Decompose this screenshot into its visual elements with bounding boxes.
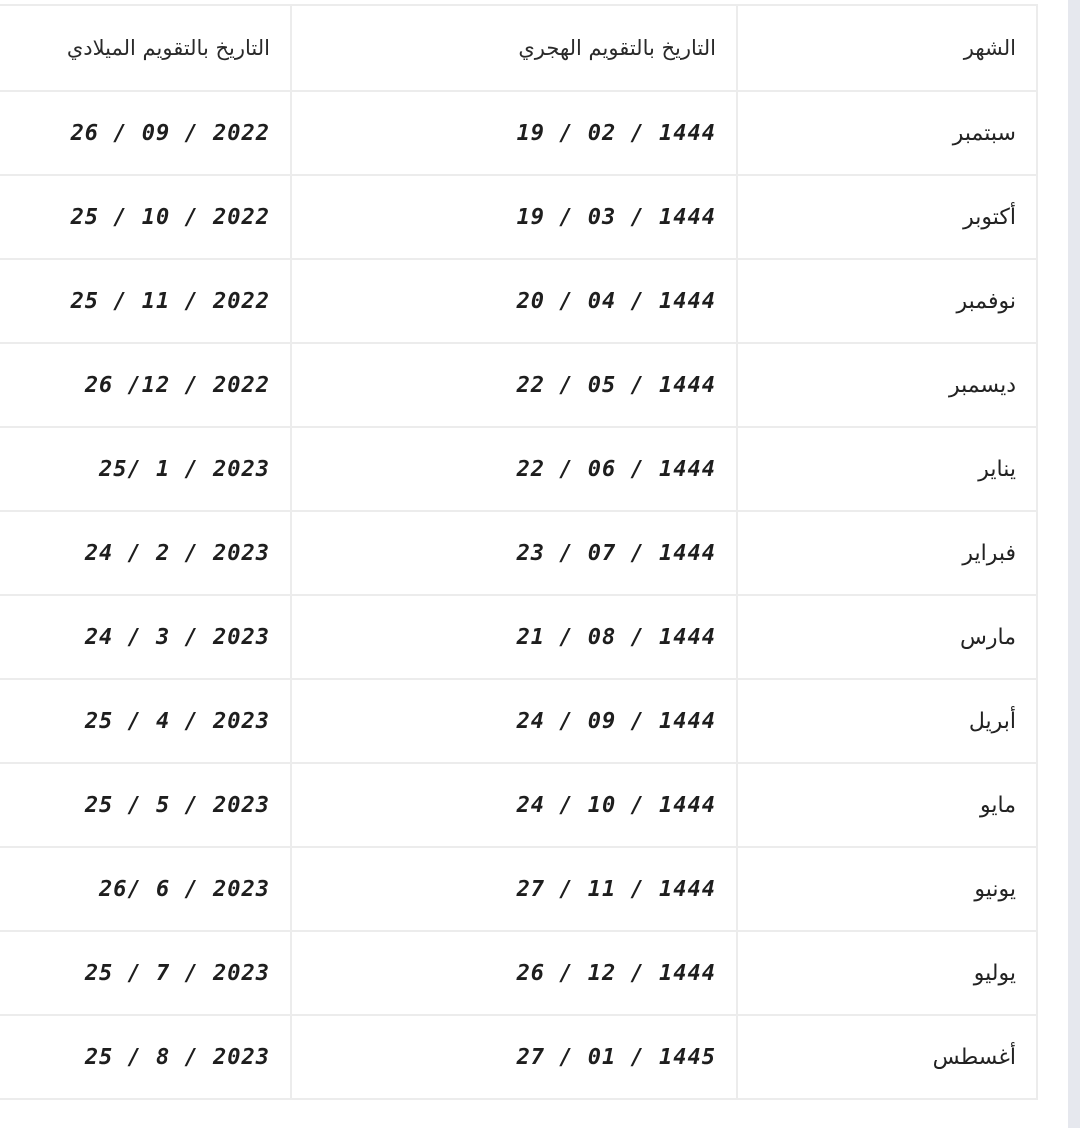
- month-cell: سبتمبر: [737, 91, 1037, 175]
- gregorian-date-cell: 26/ 6 / 2023: [0, 847, 291, 931]
- hijri-date-cell: 21 / 08 / 1444: [291, 595, 737, 679]
- scrollbar-track[interactable]: [1068, 0, 1080, 1128]
- table-row: [0, 847, 1037, 931]
- hijri-date-cell: 19 / 02 / 1444: [291, 91, 737, 175]
- table-row: [0, 595, 1037, 679]
- header-month: الشهر: [737, 5, 1037, 91]
- table-row: [0, 343, 1037, 427]
- month-cell: يوليو: [737, 931, 1037, 1015]
- table-row: [0, 175, 1037, 259]
- gregorian-date-cell: 25 / 7 / 2023: [0, 931, 291, 1015]
- hijri-date-cell: 24 / 09 / 1444: [291, 679, 737, 763]
- header-gregorian-date: التاريخ بالتقويم الميلادي: [0, 5, 291, 91]
- gregorian-date-cell: 25 / 8 / 2023: [0, 1015, 291, 1099]
- month-cell: أكتوبر: [737, 175, 1037, 259]
- header-hijri-date: التاريخ بالتقويم الهجري: [291, 5, 737, 91]
- hijri-date-cell: 27 / 11 / 1444: [291, 847, 737, 931]
- table-row: [0, 931, 1037, 1015]
- month-cell: أغسطس: [737, 1015, 1037, 1099]
- gregorian-date-cell: 24 / 3 / 2023: [0, 595, 291, 679]
- hijri-date-cell: 22 / 06 / 1444: [291, 427, 737, 511]
- month-cell: مايو: [737, 763, 1037, 847]
- table-row: [0, 259, 1037, 343]
- gregorian-date-cell: 26 /12 / 2022: [0, 343, 291, 427]
- month-cell: فبراير: [737, 511, 1037, 595]
- month-cell: يونيو: [737, 847, 1037, 931]
- gregorian-date-cell: 25 / 10 / 2022: [0, 175, 291, 259]
- hijri-date-cell: 22 / 05 / 1444: [291, 343, 737, 427]
- month-cell: مارس: [737, 595, 1037, 679]
- gregorian-date-cell: 26 / 09 / 2022: [0, 91, 291, 175]
- month-cell: يناير: [737, 427, 1037, 511]
- month-cell: نوفمبر: [737, 259, 1037, 343]
- hijri-date-cell: 24 / 10 / 1444: [291, 763, 737, 847]
- hijri-date-cell: 20 / 04 / 1444: [291, 259, 737, 343]
- hijri-date-cell: 23 / 07 / 1444: [291, 511, 737, 595]
- month-cell: ديسمبر: [737, 343, 1037, 427]
- hijri-date-cell: 27 / 01 / 1445: [291, 1015, 737, 1099]
- month-cell: أبريل: [737, 679, 1037, 763]
- gregorian-date-cell: 25 / 11 / 2022: [0, 259, 291, 343]
- table-header-row: [0, 5, 1037, 91]
- table-row: [0, 1015, 1037, 1099]
- hijri-date-cell: 19 / 03 / 1444: [291, 175, 737, 259]
- table-row: [0, 427, 1037, 511]
- table-row: [0, 91, 1037, 175]
- gregorian-date-cell: 25/ 1 / 2023: [0, 427, 291, 511]
- table-row: [0, 511, 1037, 595]
- table-row: [0, 763, 1037, 847]
- calendar-table: [0, 4, 1038, 1100]
- gregorian-date-cell: 25 / 5 / 2023: [0, 763, 291, 847]
- gregorian-date-cell: 25 / 4 / 2023: [0, 679, 291, 763]
- hijri-date-cell: 26 / 12 / 1444: [291, 931, 737, 1015]
- table-row: [0, 679, 1037, 763]
- gregorian-date-cell: 24 / 2 / 2023: [0, 511, 291, 595]
